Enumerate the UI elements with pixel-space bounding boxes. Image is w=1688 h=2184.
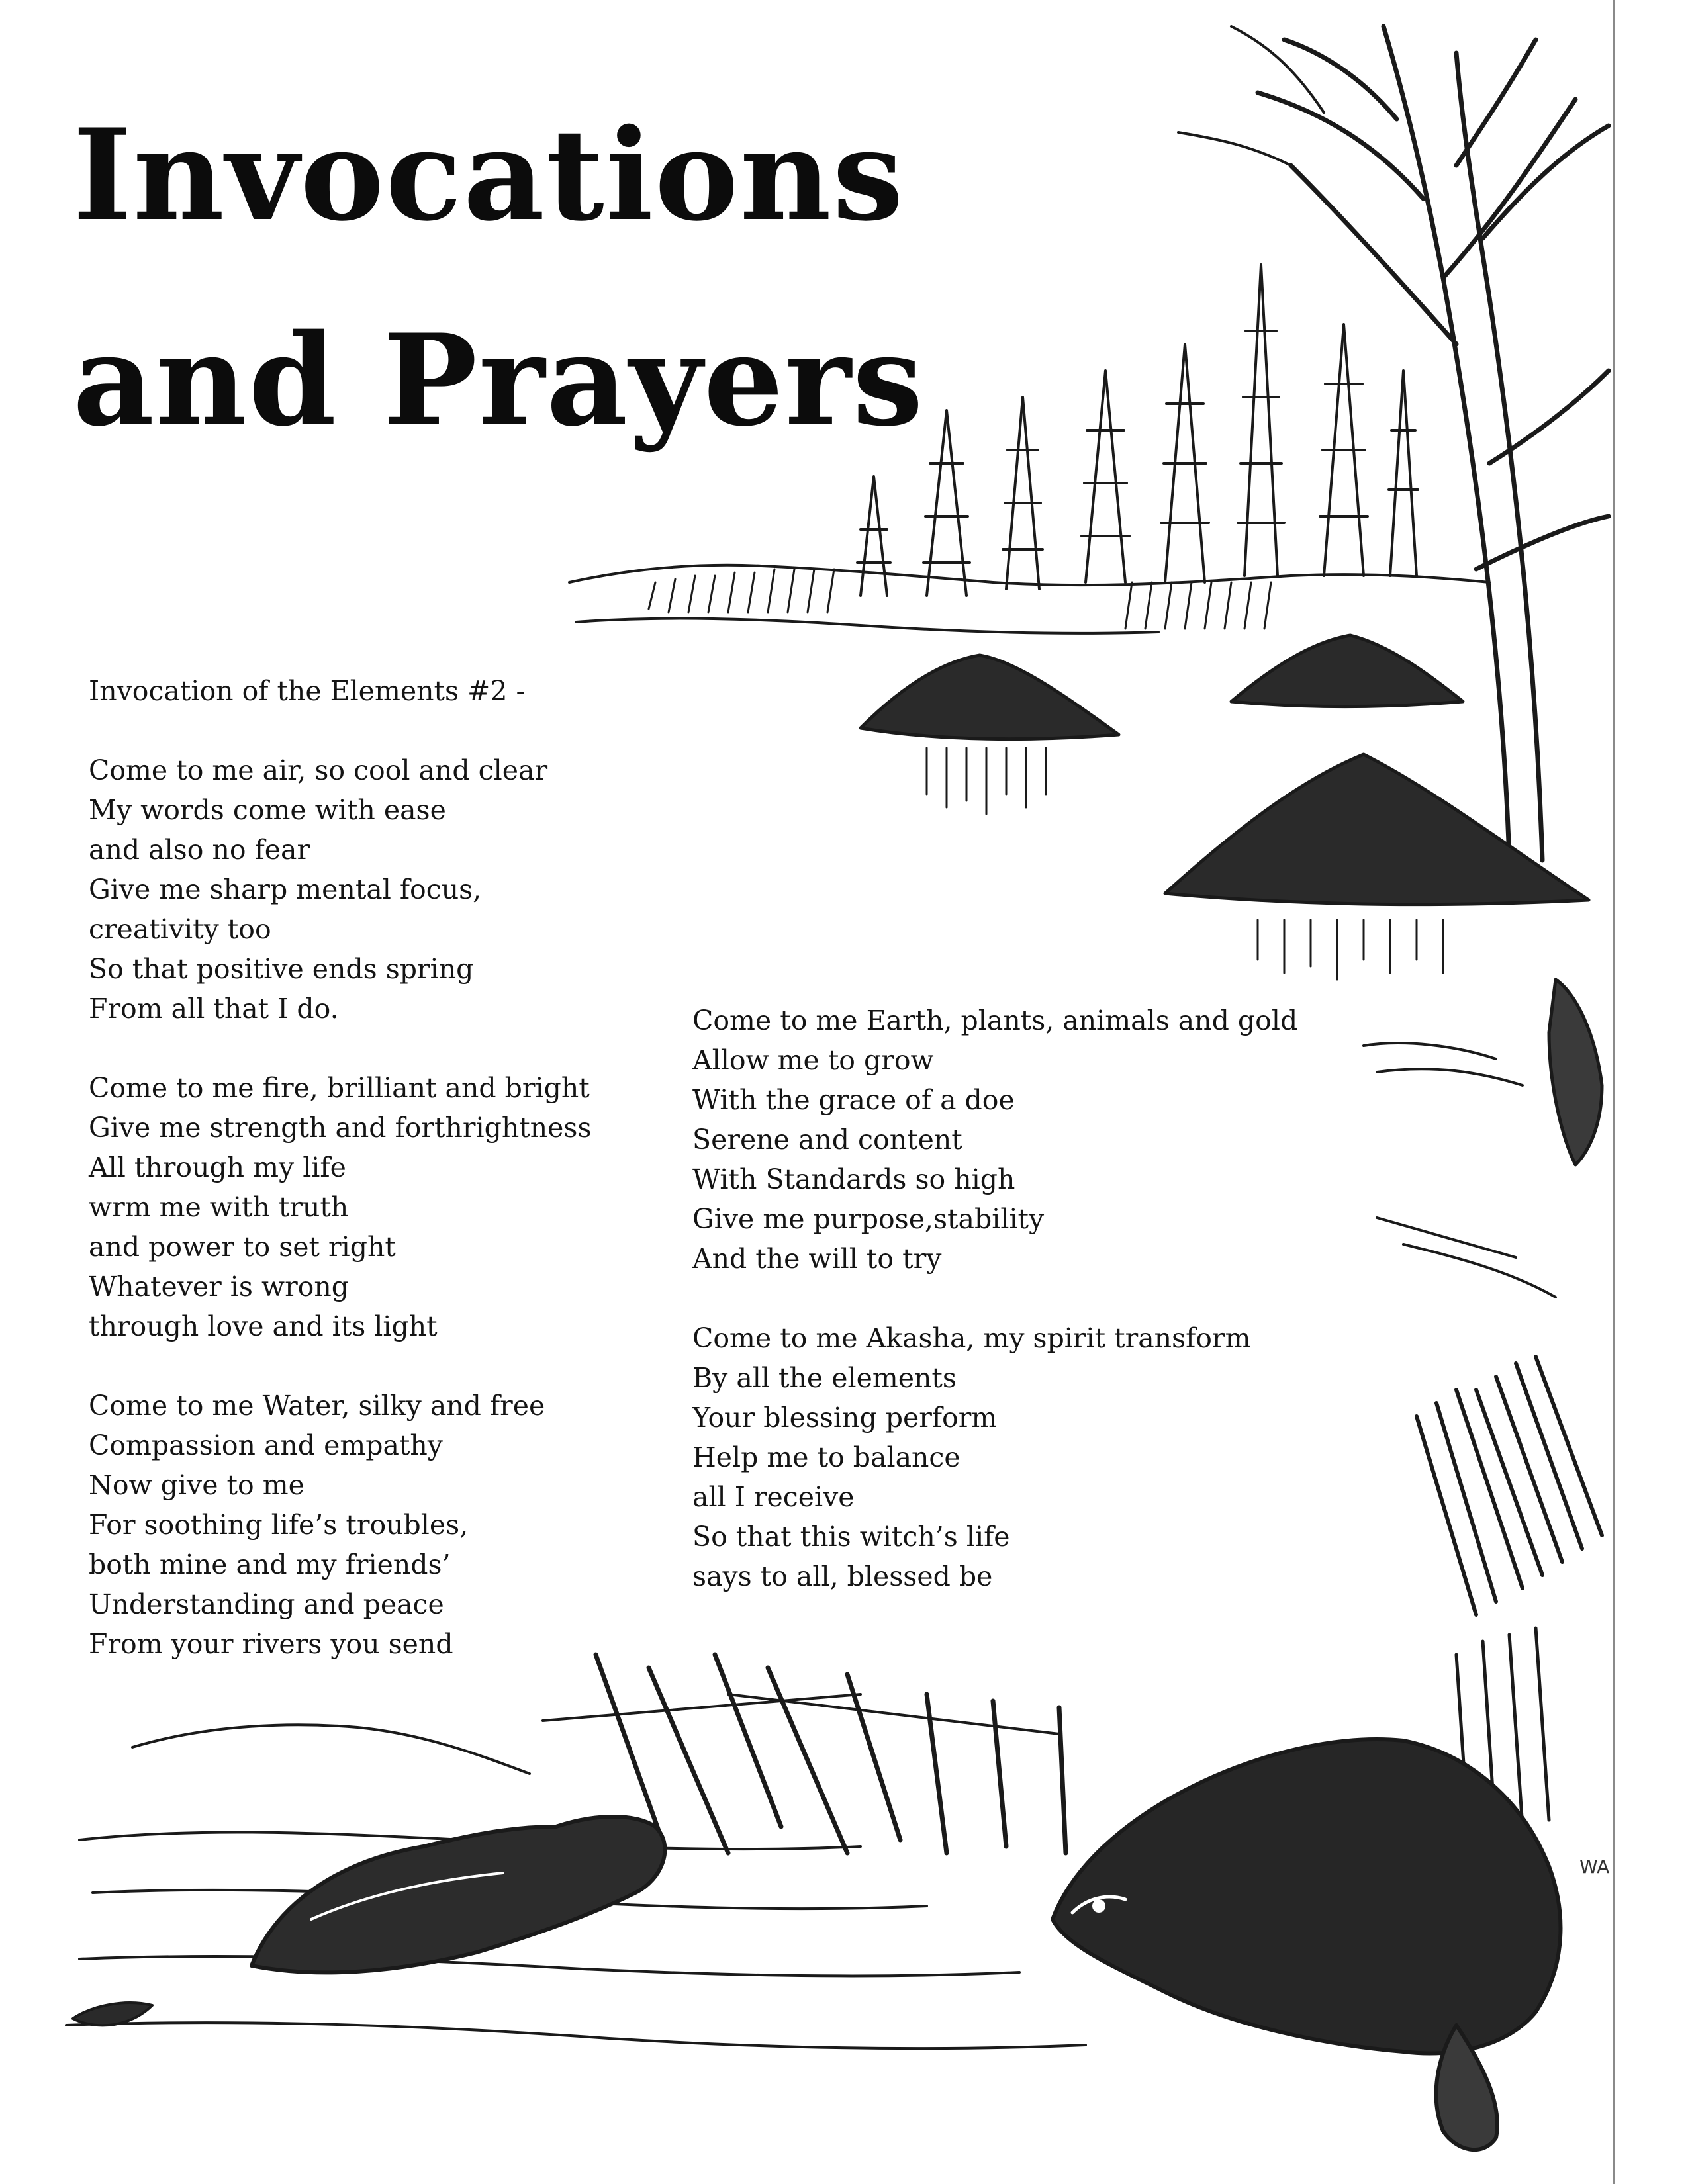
poem-line: Come to me Akasha, my spirit transform bbox=[692, 1322, 1251, 1354]
poem-line: Help me to balance bbox=[692, 1441, 961, 1473]
poem-line: From all that I do. bbox=[89, 993, 339, 1024]
artist-signature: WA bbox=[1579, 1856, 1610, 1878]
poem-line: both mine and my friends’ bbox=[89, 1549, 451, 1580]
beaver-on-bank-icon bbox=[1053, 1739, 1560, 2150]
title-line-2: and Prayers bbox=[73, 306, 925, 454]
title-line-1: Invocations bbox=[73, 101, 905, 249]
stanza-akasha bbox=[692, 1318, 1297, 1596]
swimming-beaver-icon bbox=[252, 1817, 665, 1972]
poem-line: By all the elements bbox=[692, 1362, 957, 1394]
poem-line: Give me sharp mental focus, bbox=[89, 874, 482, 905]
poem-line: And the will to try bbox=[692, 1243, 942, 1275]
page-title bbox=[73, 73, 925, 483]
poem-line: and power to set right bbox=[89, 1231, 396, 1263]
poem-line: Come to me fire, brilliant and bright bbox=[89, 1072, 590, 1104]
poem-line: With Standards so high bbox=[692, 1163, 1015, 1195]
poem-heading: Invocation of the Elements #2 - bbox=[89, 675, 526, 707]
poem-line: says to all, blessed be bbox=[692, 1561, 993, 1592]
poem-line: Give me purpose,stability bbox=[692, 1203, 1045, 1235]
poem-line: Come to me air, so cool and clear bbox=[89, 754, 548, 786]
poem-line: From your rivers you send bbox=[89, 1628, 453, 1660]
poem-line: Allow me to grow bbox=[692, 1044, 934, 1076]
poem-line: My words come with ease bbox=[89, 794, 446, 826]
poem-line: Come to me Earth, plants, animals and gold bbox=[692, 1005, 1298, 1036]
poem-line: Understanding and peace bbox=[89, 1588, 444, 1620]
stanza-air bbox=[89, 751, 592, 1028]
poem-line: For soothing life’s troubles, bbox=[89, 1509, 469, 1541]
poem-line: Give me strength and forthrightness bbox=[89, 1112, 592, 1144]
poem-line: Come to me Water, silky and free bbox=[89, 1390, 545, 1422]
stanza-earth bbox=[692, 1001, 1297, 1279]
stanza-water bbox=[89, 1386, 592, 1664]
stanza-fire bbox=[89, 1068, 592, 1346]
poem-line: Now give to me bbox=[89, 1469, 305, 1501]
birch-tree-icon bbox=[1178, 26, 1609, 860]
poem-line: So that positive ends spring bbox=[89, 953, 474, 985]
poem-column-right bbox=[692, 1001, 1297, 1596]
poem-line: Compassion and empathy bbox=[89, 1430, 443, 1461]
poem-line: and also no fear bbox=[89, 834, 310, 866]
poem-line: With the grace of a doe bbox=[692, 1084, 1015, 1116]
poem-line: all I receive bbox=[692, 1481, 855, 1513]
beaver-lodge-icon bbox=[861, 635, 1589, 979]
poem-line: Whatever is wrong bbox=[89, 1271, 350, 1302]
poem-line: Serene and content bbox=[692, 1124, 962, 1156]
poem-line: All through my life bbox=[89, 1152, 346, 1183]
poem-line: creativity too bbox=[89, 913, 271, 945]
poem-line: wrm me with truth bbox=[89, 1191, 349, 1223]
poem-column-left bbox=[89, 671, 592, 1664]
poem-line: through love and its light bbox=[89, 1310, 438, 1342]
page-edge bbox=[1613, 0, 1615, 2184]
poem-line: Your blessing perform bbox=[692, 1402, 998, 1433]
poem-line: So that this witch’s life bbox=[692, 1521, 1010, 1553]
reeds-icon bbox=[1364, 979, 1602, 1853]
